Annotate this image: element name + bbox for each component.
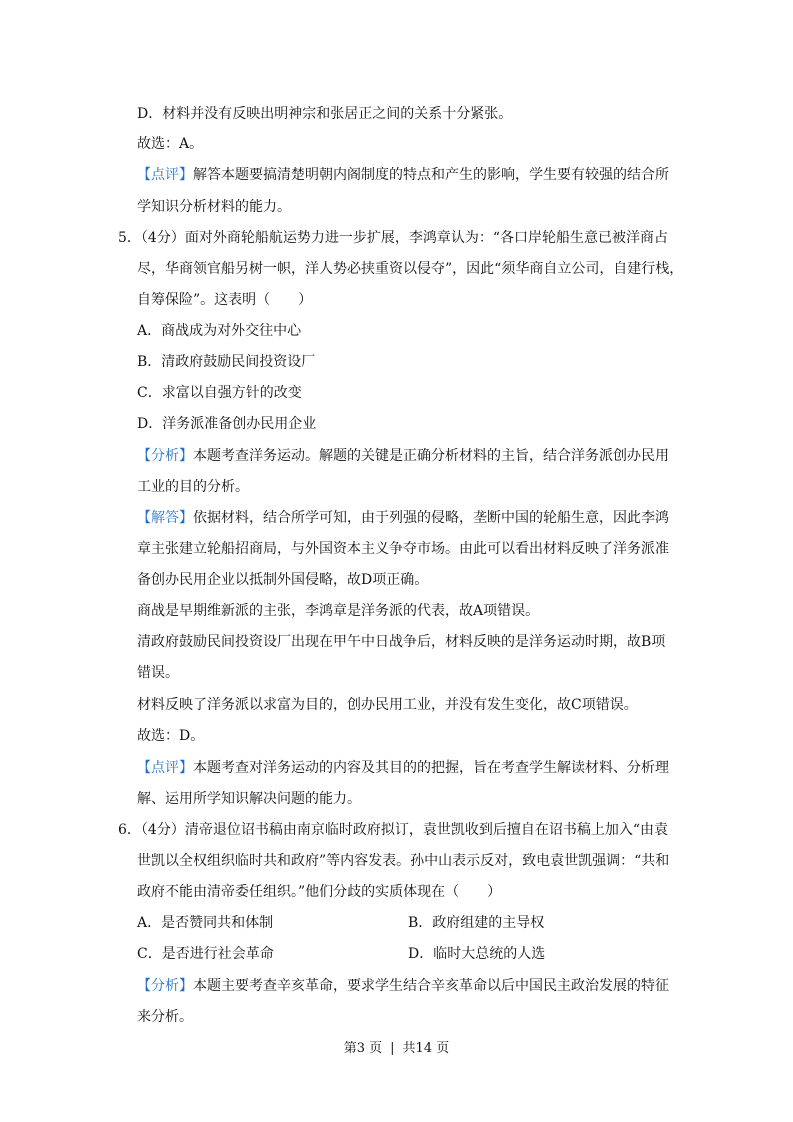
q6-option-c: C．是否进行社会革命 [137, 946, 274, 962]
page-number: 第3 页 [343, 1041, 383, 1056]
q5-analysis [137, 446, 669, 466]
q6-option-a: A．是否赞同共和体制 [137, 915, 274, 931]
q6-stem-line-3: 政府不能由清帝委任组织。”他们分歧的实质体现在（ ） [137, 884, 502, 900]
prev-comment [137, 165, 669, 185]
q6-analysis-cont: 来分析。 [137, 1009, 193, 1025]
q6-option-b: B．政府组建的主导权 [408, 915, 545, 931]
solution-tag: 【解答】 [137, 510, 193, 526]
q5-note-b-cont: 错误。 [137, 665, 179, 681]
q5-answer: 故选：D。 [137, 728, 205, 744]
q6-option-d: D．临时大总统的人选 [408, 946, 546, 962]
q5-note-a: 商战是早期维新派的主张，李鸿章是洋务派的代表，故A项错误。 [137, 603, 540, 619]
q5-solution-cont-1: 章主张建立轮船招商局，与外国资本主义争夺市场。由此可以看出材料反映了洋务派准 [137, 541, 669, 557]
q5-option-a: A．商战成为对外交往中心 [137, 323, 302, 339]
q6-number: 6． [118, 822, 141, 838]
comment-tag: 【点评】 [137, 167, 193, 183]
analysis-tag: 【分析】 [137, 978, 193, 994]
prev-option-d: D．材料并没有反映出明神宗和张居正之间的关系十分紧张。 [137, 106, 513, 122]
q5-comment-cont: 解、运用所学知识解决问题的能力。 [137, 791, 361, 807]
q6-stem-line-2: 世凯以全权组织临时共和政府”等内容发表。孙中山表示反对，致电袁世凯强调：“共和 [137, 853, 670, 869]
q5-stem-line-2: 尽，华商领官船另树一帜，洋人势必挟重资以侵夺”，因此“须华商自立公司，自建行栈， [137, 261, 684, 277]
analysis-text: 本题主要考查辛亥革命，要求学生结合辛亥革命以后中国民主政治发展的特征 [193, 978, 669, 994]
page-footer [0, 1040, 793, 1058]
q5-stem-line-1 [118, 228, 668, 248]
q6-analysis [137, 976, 669, 996]
comment-text: 本题考查对洋务运动的内容及其目的的把握，旨在考查学生解读材料、分析理 [193, 760, 669, 776]
q6-stem-text: （4分）清帝退位诏书稿由南京临时政府拟订，袁世凯收到后擅自在诏书稿上加入“由袁 [140, 822, 668, 838]
q5-solution-cont-2: 备创办民用企业以抵制外国侵略，故D项正确。 [137, 572, 429, 588]
q5-analysis-cont: 工业的目的分析。 [137, 479, 249, 495]
prev-comment-cont: 学知识分析材料的能力。 [137, 199, 291, 215]
comment-tag: 【点评】 [137, 760, 193, 776]
prev-answer: 故选：A。 [137, 136, 204, 152]
comment-text: 解答本题要搞清楚明朝内阁制度的特点和产生的影响，学生要有较强的结合所 [193, 167, 669, 183]
footer-separator: | [390, 1041, 395, 1056]
q5-stem-text: （4分）面对外商轮船航运势力进一步扩展，李鸿章认为：“各口岸轮船生意已被洋商占 [140, 230, 668, 246]
q5-option-d: D．洋务派准备创办民用企业 [137, 416, 317, 432]
q5-solution [137, 508, 669, 528]
q5-note-c: 材料反映了洋务派以求富为目的，创办民用工业，并没有发生变化，故C项错误。 [137, 697, 638, 713]
q5-option-b: B．清政府鼓励民间投资设厂 [137, 354, 316, 370]
analysis-text: 本题考查洋务运动。解题的关键是正确分析材料的主旨，结合洋务派创办民用 [193, 448, 669, 464]
q5-number: 5． [118, 230, 141, 246]
q5-note-b: 清政府鼓励民间投资设厂出现在甲午中日战争后，材料反映的是洋务运动时期，故B项 [137, 634, 666, 650]
q5-comment [137, 758, 669, 778]
q6-stem-line-1 [118, 820, 668, 840]
page-total: 共14 页 [402, 1041, 450, 1056]
analysis-tag: 【分析】 [137, 448, 193, 464]
q5-option-c: C．求富以自强方针的改变 [137, 385, 302, 401]
q5-stem-line-3: 自筹保险”。这表明（ ） [137, 292, 313, 308]
solution-text: 依据材料，结合所学可知，由于列强的侵略，垄断中国的轮船生意，因此李鸿 [193, 510, 669, 526]
